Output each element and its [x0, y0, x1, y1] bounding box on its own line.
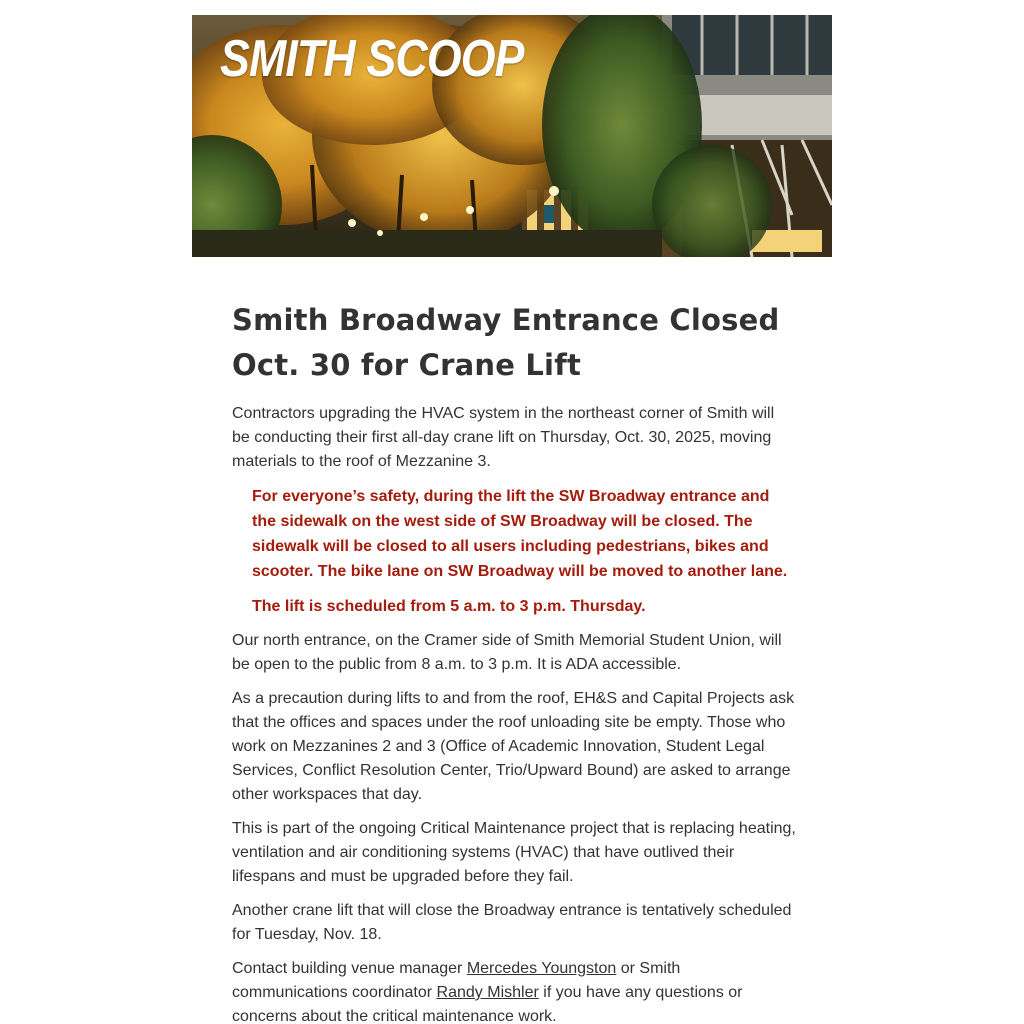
closure-notice: For everyone’s safety, during the lift the SW Broadway entrance and the sidewalk on the west side of SW Broadway will be closed. The sidewalk will be closed to all users including pedestrians, bikes and scooter. The bike lane on SW Broadway will be moved to another lane.: [252, 488, 788, 580]
header-banner-image: [192, 15, 832, 257]
mercedes-youngston-link[interactable]: Mercedes Youngston: [466, 960, 617, 977]
precaution-paragraph: As a precaution during lifts to and from the roof, EH&S and Capital Projects ask that the offices and spaces under the roof unloading site be empty. Those who work on Mezzanines 2 and 3 (Office of Academic Innovation, Student Legal Services, Conflict Resolution Center, Trio/Upward Bound) are asked to arrange other workspaces that day.: [232, 690, 795, 803]
project-paragraph: This is part of the ongoing Critical Maintenance project that is replacing heating, ventilation and air conditioning systems (HVAC) that have outlived their lifespans and must be upgraded before they fail.: [232, 820, 796, 885]
contact-suffix: if you have any questions or concerns about the critical maintenance work.: [232, 984, 743, 1024]
lift-schedule: The lift is scheduled from 5 a.m. to 3 p.m. Thursday.: [252, 598, 646, 615]
intro-paragraph: Contractors upgrading the HVAC system in the northeast corner of Smith will be conducting their first all-day crane lift on Thursday, Oct. 30, 2025, moving materials to the roof of Mezzanine 3.: [232, 405, 775, 470]
contact-paragraph: [232, 957, 796, 1024]
contact-prefix: Contact building venue manager: [232, 960, 467, 977]
contact-middle: or Smith communications coordinator: [232, 960, 681, 1001]
article-body: [232, 298, 796, 1024]
next-lift-paragraph: Another crane lift that will close the Broadway entrance is tentatively scheduled for Tuesday, Nov. 18.: [232, 902, 792, 943]
smith-scoop-logo: SMITH SCOOP: [220, 30, 524, 88]
north-entrance-paragraph: Our north entrance, on the Cramer side of Smith Memorial Student Union, will be open to the public from 8 a.m. to 3 p.m. It is ADA accessible.: [232, 632, 782, 673]
safety-callout: [252, 484, 796, 619]
article-title: Smith Broadway Entrance Closed Oct. 30 for Crane Lift: [232, 303, 780, 382]
randy-mishler-link[interactable]: Randy Mishler: [436, 984, 539, 1001]
